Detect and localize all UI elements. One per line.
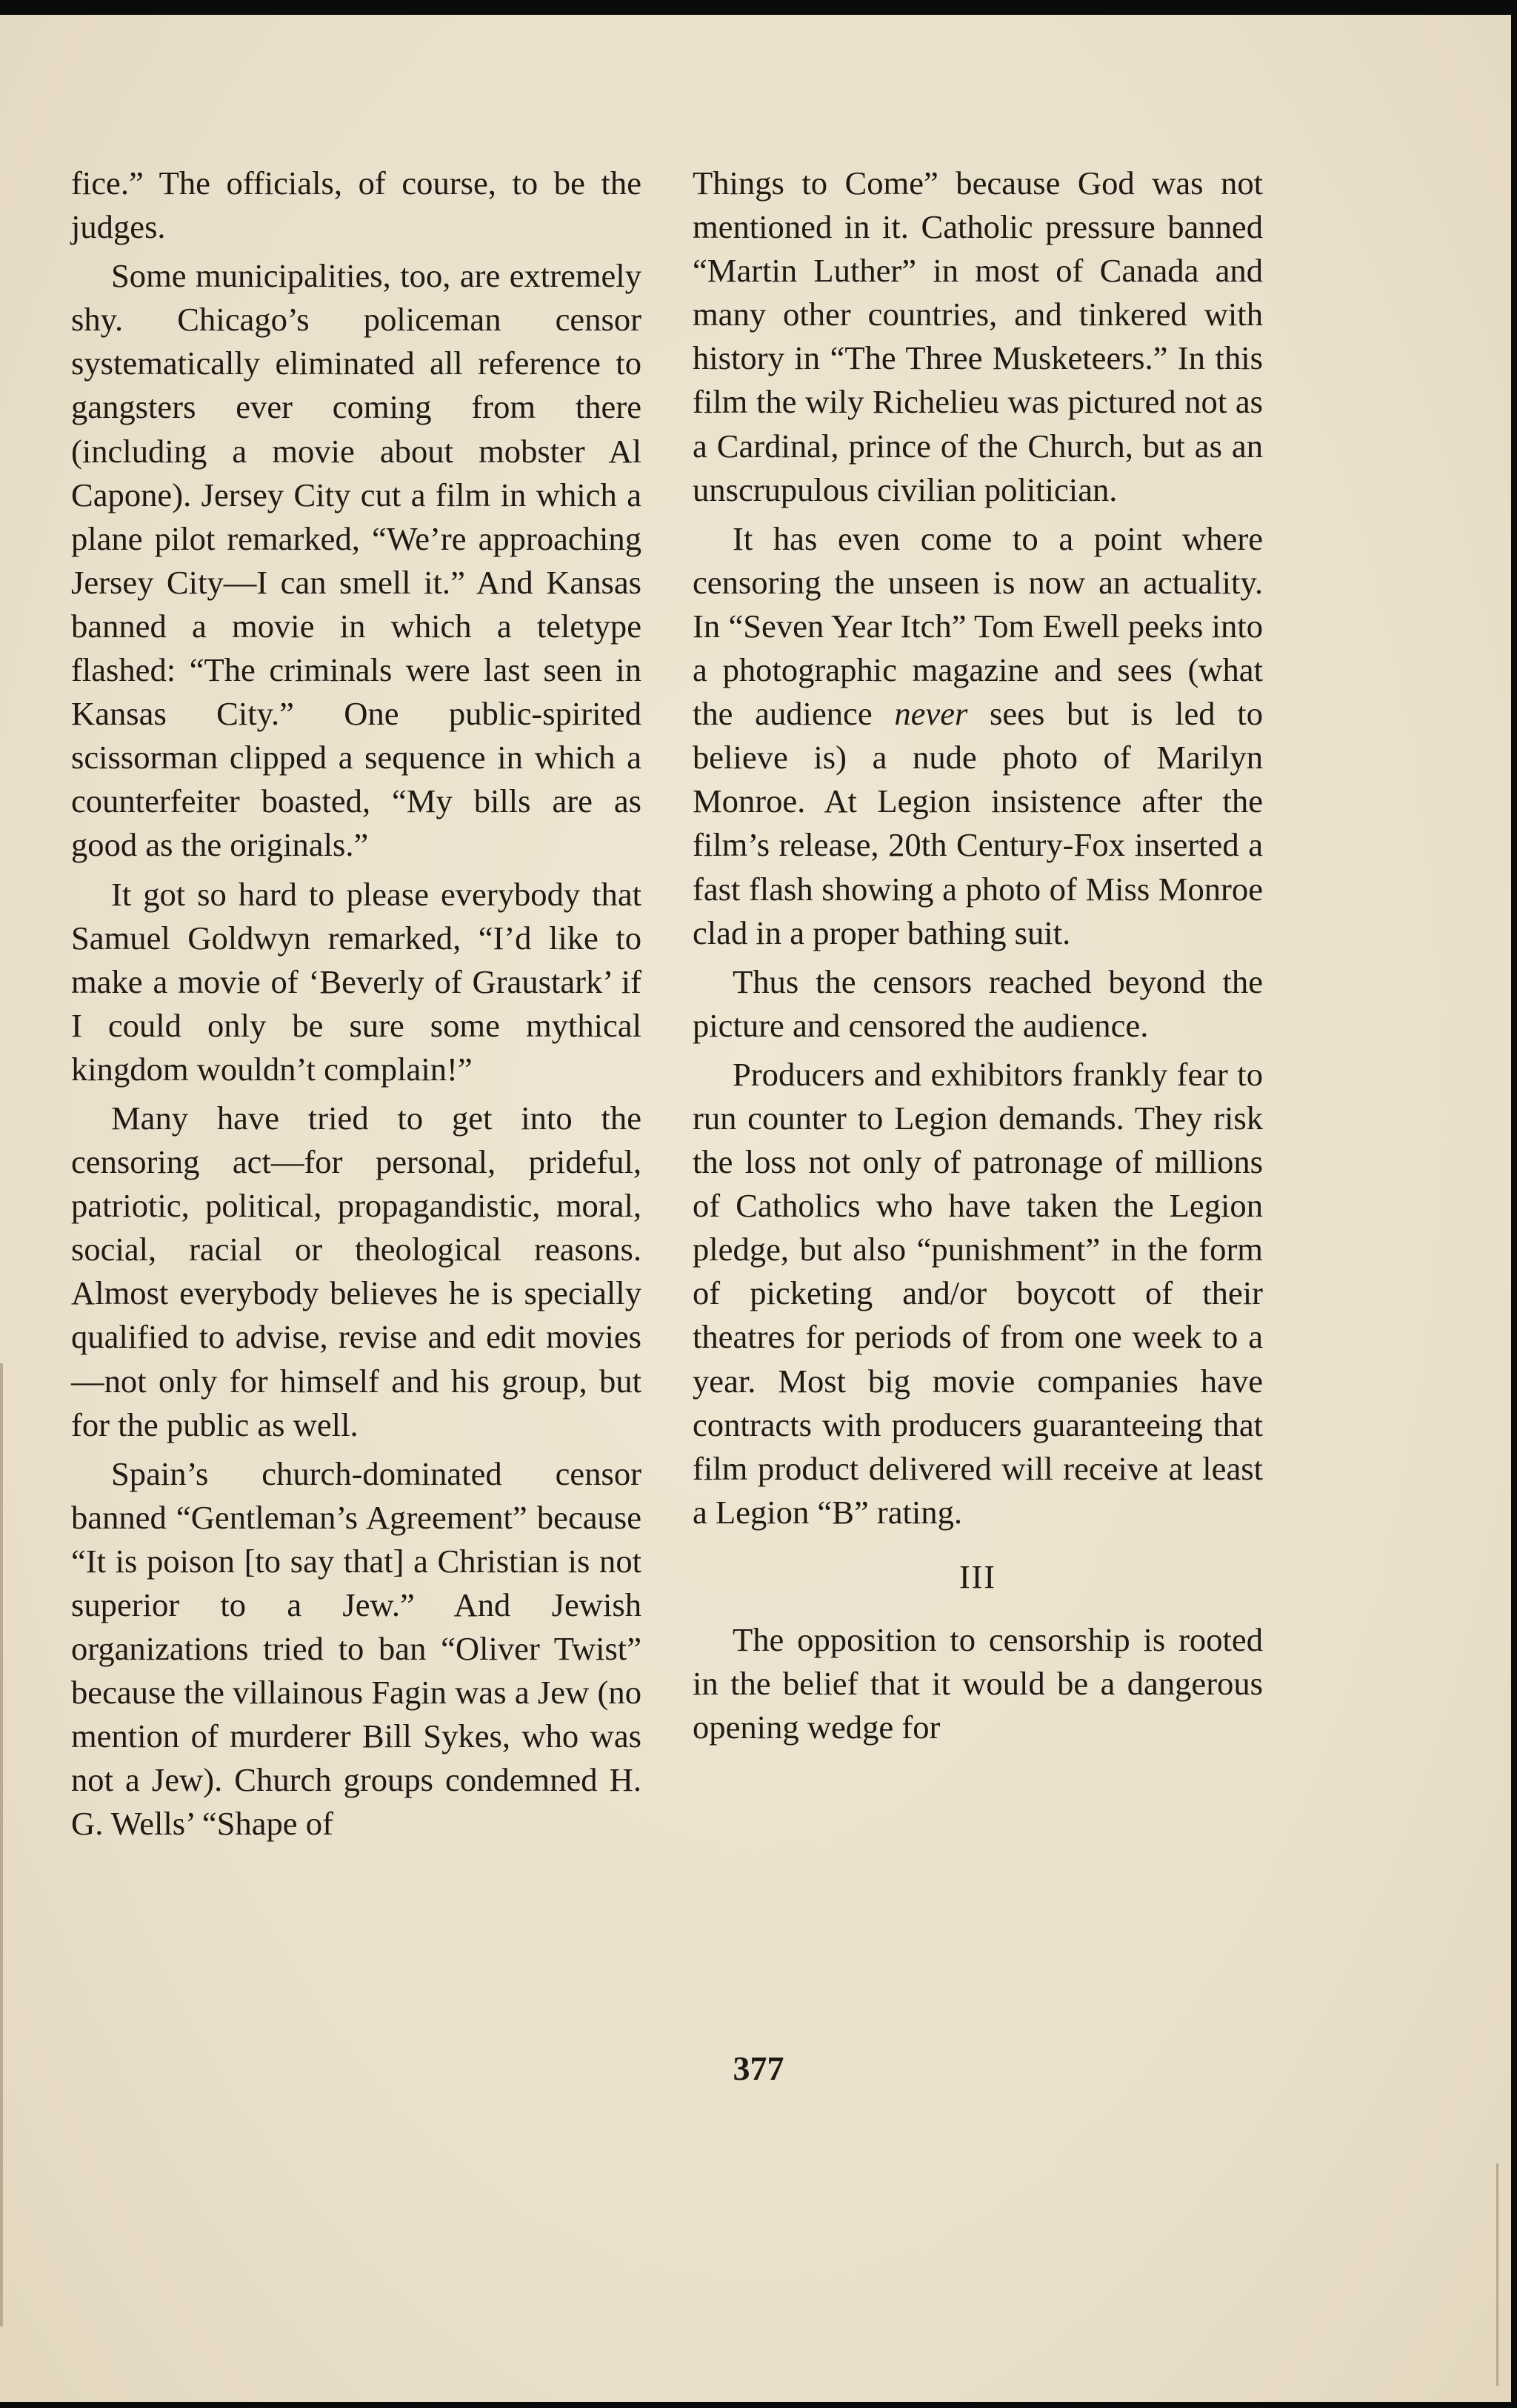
paragraph: Spain’s church-dominated censor banned “Gentleman’s Agreement” because “It is poison [to say that] a Christian is not superior to a Jew.” And Jewish organizations tried to ban “Oliver Twist” because the villainous Fagin was a Jew (no mention of murderer Bill Sykes, who was not a Jew). Church groups condemned H. G. Wells’ “Shape of [71,1454,641,1843]
left-column [71,162,641,1846]
paragraph: fice.” The officials, of course, to be the judges. [71,164,641,246]
paragraph: Thus the censors reached beyond the picture and censored the audience. [693,962,1263,1044]
paragraph: Many have tried to get into the censoring act—for personal, prideful, patriotic, political, propagandistic, moral, social, racial or theological reasons. Almost everybody believes he is specially qualified to advise, revise and edit movies—not only for himself and his group, but for the public as well. [71,1099,641,1443]
binding-edge [1496,2163,1498,2386]
page-edge-shadow [0,1363,3,2326]
paragraph-text: sees but is led to believe is) a nude photo of Marilyn Monroe. At Legion insistence after the film’s release, 20th Century-Fox inserted a fast flash showing a photo of Miss Monroe clad in a proper bathing suit. [693,695,1263,951]
book-page [0,15,1511,2402]
paragraph: Producers and exhibitors frankly fear to run counter to Legion demands. They risk the loss not only of patronage of millions of Catholics who have taken the Legion pledge, but also “punishment” in the form of picketing and/or boycott of their theatres for periods of from one week to a year. Most big movie companies have contracts with producers guaranteeing that film product delivered will receive at least a Legion “B” rating. [693,1055,1263,1531]
section-heading: III [959,1558,996,1595]
right-column [693,162,1263,1749]
paragraph: It got so hard to please everybody that Samuel Goldwyn remarked, “I’d like to make a movie of ‘Beverly of Graustark’ if I could only be sure some mythical kingdom wouldn’t complain!” [71,875,641,1088]
paragraph [693,517,1263,955]
paragraph: Some municipalities, too, are extremely shy. Chicago’s policeman censor systematically eliminated all reference to gangsters ever coming from there (including a movie about mobster Al Capone). Jersey City cut a film in which a plane pilot remarked, “We’re approaching Jersey City—I can smell it.” And Kansas banned a movie in which a teletype flashed: “The criminals were last seen in Kansas City.” One public-spirited scissorman clipped a sequence in which a counterfeiter boasted, “My bills are as good as the originals.” [71,257,641,864]
emphasized-word: never [894,695,968,733]
paragraph-text: It has even come to a point where censoring the unseen is now an actuality. In “Seven Year Itch” Tom Ewell peeks into a photographic magazine and sees (what the audience [693,519,1263,733]
paragraph: The opposition to censorship is rooted in the belief that it would be a dangerous opening wedge for [693,1621,1263,1746]
page-number: 377 [733,2049,784,2087]
paragraph: Things to Come” because God was not mentioned in it. Catholic pressure banned “Martin Luther” in most of Canada and many other countries, and tinkered with history in “The Three Musketeers.” In this film the wily Richelieu was pictured not as a Cardinal, prince of the Church, but as an unscrupulous civilian politician. [693,164,1263,508]
